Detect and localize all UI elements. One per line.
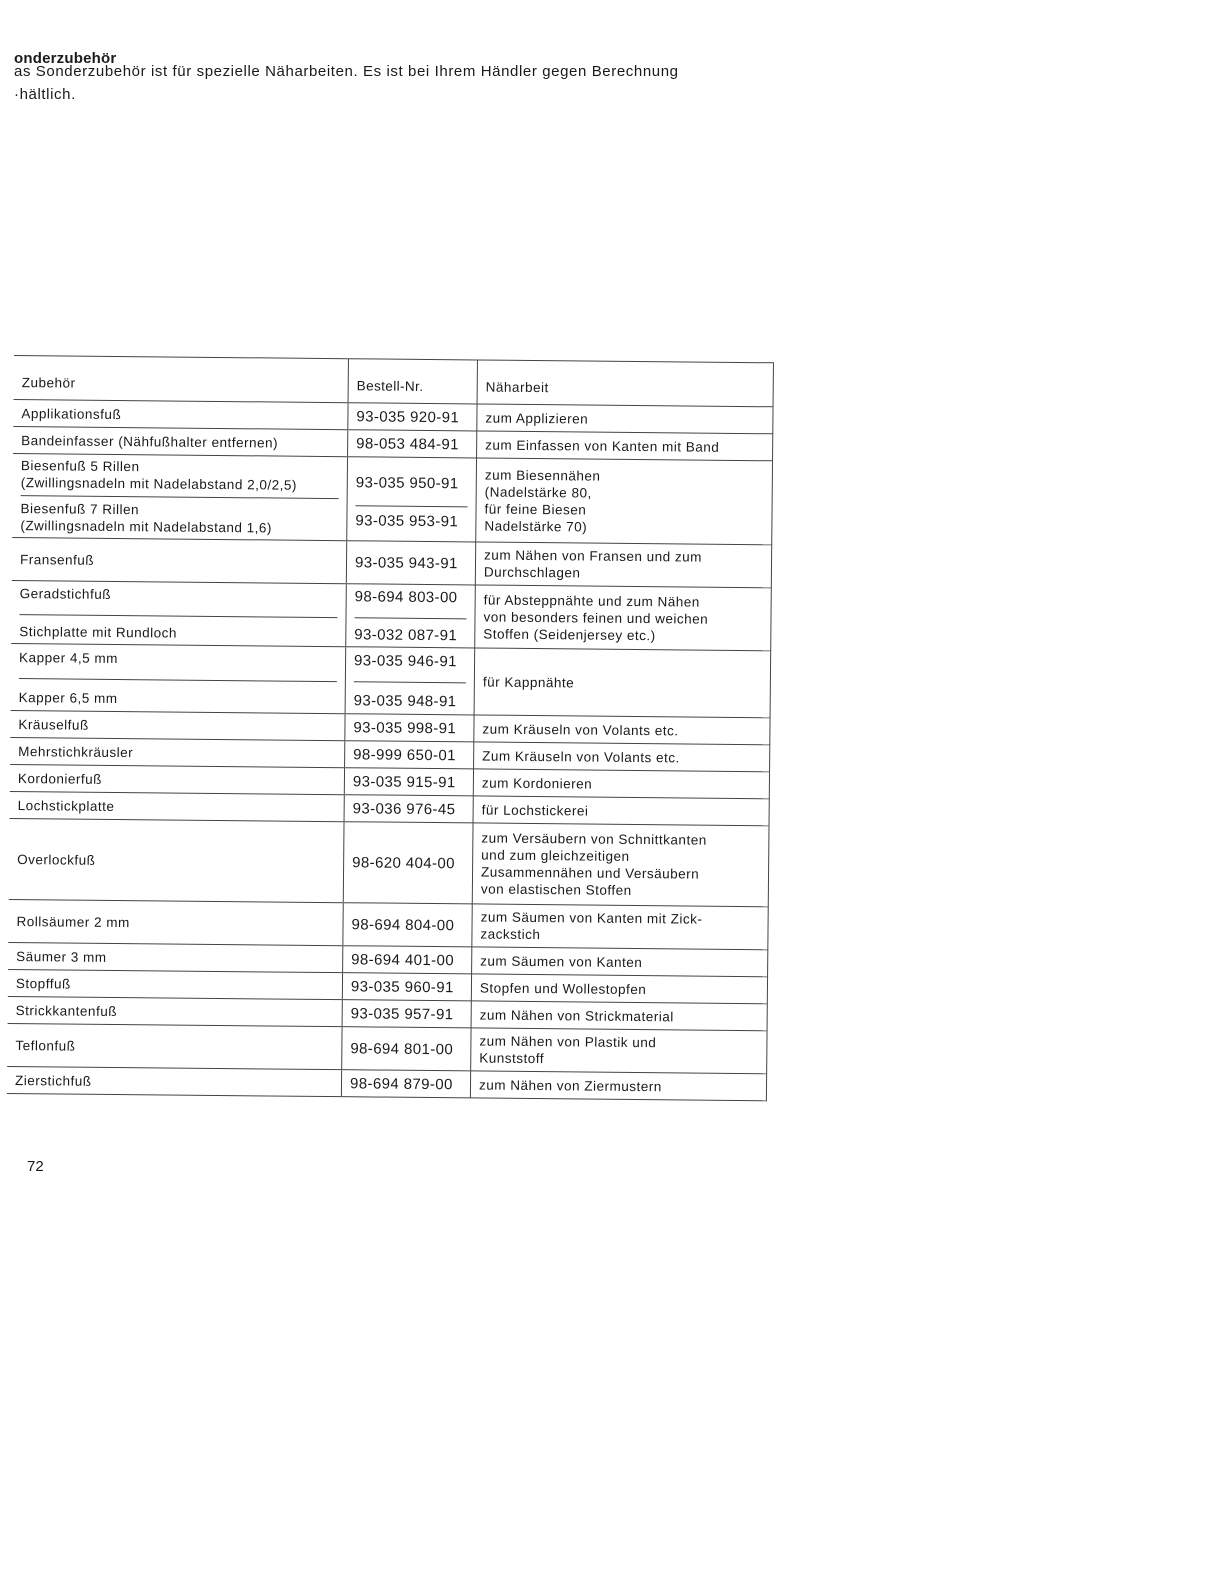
cell-item: Rollsäumer 2 mm: [8, 899, 343, 945]
cell-item: Teflonfuß: [7, 1023, 342, 1069]
work-line: zackstich: [480, 926, 541, 943]
cell-work: Stopfen und Wollestopfen: [471, 974, 767, 1004]
cell-number: 98-694 801-00: [342, 1027, 471, 1071]
cell-work: [475, 542, 771, 588]
accessory-table: [7, 355, 774, 1101]
cell-work: zum Applizieren: [477, 404, 773, 434]
cell-work: Zum Kräuseln von Volants etc.: [474, 742, 770, 772]
cell-item: Kräuselfuß: [10, 710, 345, 740]
item-line: Biesenfuß 7 Rillen: [20, 501, 140, 518]
table-row: [11, 643, 771, 717]
cell-work: zum Nähen von Strickmaterial: [471, 1001, 767, 1031]
page-number: 72: [27, 1158, 44, 1175]
item-line: (Zwillingsnadeln mit Nadelabstand 1,6): [20, 518, 273, 536]
cell-item: Strickkantenfuß: [8, 996, 343, 1026]
work-line: von besonders feinen und weichen: [483, 609, 709, 627]
cell-number: 93-035 960-91: [342, 973, 471, 1001]
cell-item: [11, 580, 346, 646]
cell-item: Mehrstichkräusler: [10, 737, 345, 767]
cell-work: für Kappnähte: [474, 648, 771, 718]
cell-number: 93-035 920-91: [348, 403, 477, 431]
item-line: Stichplatte mit Rundloch: [19, 623, 177, 641]
intro-line: as Sonderzubehör ist für spezielle Näharbeiten. Es ist bei Ihrem Händler gegen Berechnung: [14, 63, 679, 80]
number-line: 93-035 946-91: [354, 652, 466, 683]
cell-number: 93-035 957-91: [342, 1000, 471, 1028]
work-line: für Absteppnähte und zum Nähen: [483, 592, 700, 610]
table-row: [12, 537, 772, 587]
work-line: zum Nähen von Fransen und zum: [484, 547, 703, 565]
work-line: Nadelstärke 70): [484, 518, 588, 535]
cell-number: 93-035 915-91: [344, 768, 473, 796]
cell-number: 98-620 404-00: [343, 822, 473, 904]
cell-number: 93-035 943-91: [346, 541, 475, 585]
cell-number: [345, 647, 475, 715]
number-line: 93-032 087-91: [354, 625, 458, 644]
cell-item: Bandeinfasser (Nähfußhalter entfernen): [13, 426, 348, 456]
work-line: Kunststoff: [479, 1050, 545, 1067]
table-row: [7, 1023, 767, 1073]
number-line: 93-035 948-91: [353, 691, 457, 710]
cell-work: zum Kordonieren: [473, 769, 769, 799]
intro-line: ·hältlich.: [14, 86, 76, 103]
cell-work: [472, 823, 769, 907]
cell-work: [475, 585, 772, 651]
cell-item: Lochstickplatte: [10, 791, 345, 821]
section-heading: onderzubehör: [14, 50, 117, 67]
header-naeharbeit: Näharbeit: [477, 360, 773, 407]
number-line: 93-035 953-91: [355, 512, 459, 531]
work-line: Zusammennähen und Versäubern: [480, 864, 700, 882]
item-line: Geradstichfuß: [20, 585, 338, 618]
cell-number: 98-694 804-00: [343, 903, 472, 947]
cell-work: [471, 1028, 767, 1074]
item-line: Kapper 6,5 mm: [18, 689, 118, 706]
cell-item: Applikationsfuß: [13, 399, 348, 429]
work-line: zum Biesennähen: [484, 467, 601, 484]
item-line: (Zwillingsnadeln mit Nadelabstand 2,0/2,5): [20, 475, 297, 493]
work-line: Stoffen (Seidenjersey etc.): [483, 626, 656, 643]
cell-number: 98-999 650-01: [345, 741, 474, 769]
cell-number: 98-694 401-00: [343, 946, 472, 974]
header-bestell-nr: Bestell-Nr.: [348, 359, 477, 404]
header-zubehoer: Zubehör: [14, 355, 349, 402]
table-row: [8, 899, 768, 949]
cell-number: 93-036 976-45: [344, 795, 473, 823]
cell-item: Zierstichfuß: [7, 1066, 342, 1096]
cell-item: [11, 643, 346, 713]
item-line: Kapper 4,5 mm: [19, 649, 337, 682]
table-header-row: [14, 355, 774, 406]
cell-work: [472, 904, 768, 950]
accessory-table-wrapper: [7, 355, 779, 1101]
work-line: zum Versäubern von Schnittkanten: [481, 830, 707, 848]
work-line: und zum gleichzeitigen: [481, 847, 630, 864]
cell-item: Fransenfuß: [12, 537, 347, 583]
cell-item: Kordonierfuß: [10, 764, 345, 794]
table-row: [9, 818, 769, 906]
cell-work: [476, 458, 773, 545]
work-line: für feine Biesen: [484, 501, 587, 518]
intro-paragraph: [14, 60, 784, 106]
work-line: von elastischen Stoffen: [480, 881, 632, 898]
table-row: [11, 580, 771, 650]
number-line: 98-694 803-00: [354, 588, 466, 619]
cell-number: 98-053 484-91: [348, 430, 477, 458]
item-line: Biesenfuß 5 Rillen: [20, 458, 140, 475]
cell-work: zum Säumen von Kanten: [472, 947, 768, 977]
cell-number: 98-694 879-00: [341, 1070, 470, 1098]
cell-item: [12, 453, 347, 540]
cell-work: zum Einfassen von Kanten mit Band: [477, 431, 773, 461]
cell-work: zum Nähen von Ziermustern: [470, 1071, 766, 1101]
cell-item: Overlockfuß: [9, 818, 344, 902]
work-line: Durchschlagen: [483, 564, 581, 581]
cell-number: 93-035 998-91: [345, 714, 474, 742]
table-row: [12, 453, 772, 544]
cell-work: für Lochstickerei: [473, 796, 769, 826]
work-line: (Nadelstärke 80,: [484, 484, 592, 501]
cell-number: [346, 584, 476, 648]
cell-number: [347, 457, 477, 542]
number-line: 93-035 950-91: [356, 468, 468, 507]
cell-item: Säumer 3 mm: [8, 942, 343, 972]
cell-work: zum Kräuseln von Volants etc.: [474, 715, 770, 745]
work-line: zum Nähen von Plastik und: [479, 1033, 657, 1051]
work-line: zum Säumen von Kanten mit Zick-: [480, 909, 703, 927]
cell-item: Stopffuß: [8, 969, 343, 999]
